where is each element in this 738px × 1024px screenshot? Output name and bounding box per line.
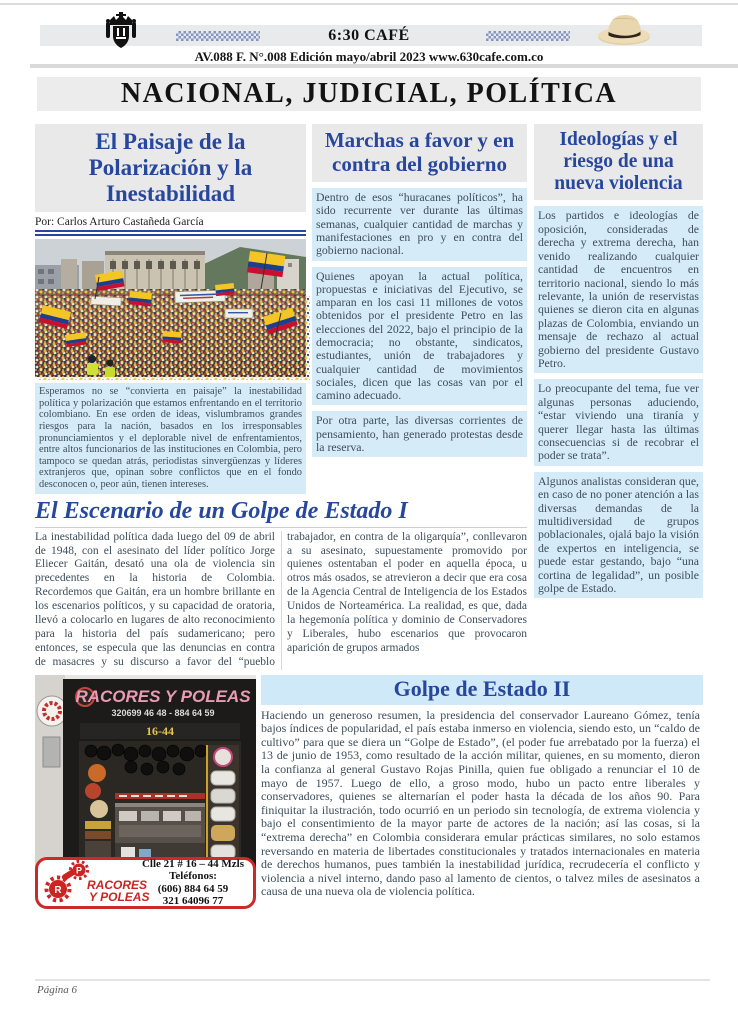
logo-name-line1: RACORES xyxy=(87,877,148,892)
gear-letter-p: P xyxy=(75,865,83,876)
storefront-number: 16-44 xyxy=(146,723,174,738)
article-title: El Paisaje de la Polarización y la Inestabilidad xyxy=(35,124,306,212)
ad-tel-label: Teléfonos: xyxy=(169,870,217,883)
content-area xyxy=(35,124,703,909)
wall-sign xyxy=(37,696,67,726)
section-headline: NACIONAL, JUDICIAL, POLÍTICA xyxy=(120,78,618,109)
footer-rule xyxy=(35,979,710,981)
panama-hat-icon xyxy=(596,8,654,48)
logo-name-line2: Y POLEAS xyxy=(89,889,150,904)
article-title: Ideologías y el riesgo de una nueva violencia xyxy=(534,124,703,200)
masthead-rule xyxy=(30,64,738,68)
article-body: La inestabilidad política dada luego del 09 de abril de 1948, con el asesinato del líder político Jorge Eliecer Gaitán, desató una ola de violencia sin precedentes en la historia de Colombia. Recordemos que Gaitán, era un hombre brillante en los escenarios políticos, y su capacidad de oratoria, llevó a colocarlo en lugares de alto reconocimiento para la historia del país sudamericano; pero entonces, se especula que las denuncias en contra de masacres y su discurso a favor del “pueblo trabajador, en contra de la oligarquía”, conllevaron a su asesinato, supuestamente promovido por quienes ostentaban el poder en aquella época, u otros más osados, se atrevieron a decir que era cosa de la Agencia Central de Inteligencia de los Estados Unidos de Norteamérica. La realidad, es que, dada la hegemonía política y dominio de Conservadores y Liberales, hubo escenarios que provocaron aparición de grupos armados xyxy=(35,530,527,668)
article-paragraph: Quienes apoyan la actual política, propuestas e iniciativas del Ejecutivo, se amparan en los casi 11 millones de votos obtenidos por el presidente Petro en las elecciones del 2022, bajo el principio de la democracia; no obstante, sindicatos, estudiantes, unión de trabajadores y cualquier cantidad de movimientos sociales, dicen que las cosas van por el camino adecuado. xyxy=(312,267,527,406)
advertiser-contact xyxy=(138,858,248,907)
masthead-title: 6:30 CAFÉ xyxy=(328,27,410,44)
storefront-sign-text: RACORES Y POLEAS xyxy=(75,686,251,706)
section-headline-band xyxy=(37,77,701,111)
ad-tel-2: 321 64096 77 xyxy=(162,894,224,907)
article-paragraph: Los partidos e ideologías de oposición, consideradas de derecha y extrema derecha, han venido realizando cualquier cantidad de encuentros en territorio nacional, siendo lo más relevante, la unión de reservistas quienes se dieron cita en algunas plazas de Colombia, enviando un mensaje de rechazo al actual gobierno del presidente Gustavo Petro. xyxy=(534,206,703,373)
article-title: Marchas a favor y en contra del gobierno xyxy=(312,124,527,182)
storefront-photo xyxy=(35,675,256,887)
advertisement xyxy=(35,675,256,909)
byline: Por: Carlos Arturo Castañeda García xyxy=(35,216,204,229)
article-title: Golpe de Estado II xyxy=(261,675,703,705)
racores-gear-logo-icon xyxy=(43,861,150,905)
article-paragraph: Lo preocupante del tema, fue ver algunas personas aduciendo, “estar viviendo una tiranía y querer llegar hasta las últimas consecuencias si de recobrar el poder se trata”. xyxy=(534,379,703,465)
page-number: Página 6 xyxy=(37,984,78,996)
gear-letter-r: R xyxy=(54,884,62,896)
top-divider xyxy=(0,3,738,5)
issue-line: AV.088 F. N°.008 Edición mayo/abril 2023 www.630cafe.com.co xyxy=(194,49,544,64)
article-ideologias xyxy=(534,124,703,670)
article-paragraph: Dentro de esos “huracanes políticos”, ha sido recurrente ver durante las últimas semanas, cualquier cantidad de marchas y manifestaciones en pro y en contra del gobierno nacional. xyxy=(312,188,527,260)
meter-box xyxy=(43,737,60,767)
article-polarizacion xyxy=(35,124,306,494)
article-paragraph: Algunos analistas consideran que, en caso de no poner atención a las diversas demandas de la multidiversidad de grupos poblacionales, ojalá bajo la visión de expertos en inteligencia, se puede estar gestando, bajo “una cortina de legalidad”, un posible golpe de Estado. xyxy=(534,472,703,599)
article-escenario xyxy=(35,498,527,670)
article-golpe2 xyxy=(261,675,703,899)
article-paragraph: Por otra parte, las diversas corrientes de pensamiento, han generado protestas desde la reserva. xyxy=(312,411,527,457)
article-title: El Escenario de un Golpe de Estado I xyxy=(35,498,527,528)
advertiser-contact-card xyxy=(35,857,256,909)
byline-rule xyxy=(35,230,306,236)
newspaper-emblem-icon xyxy=(104,12,138,50)
article-body: Esperamos no se “convierta en paisaje” la inestabilidad política y polarización que estamos enfrentando en el territorio colombiano. En ese orden de ideas, vislumbramos grandes riesgos para la nación, basados en los irresponsables pronunciamientos y el deplorable nivel de enfrentamientos, entre altos funcionarios de las instituciones en Colombia, pero tampoco se quedan atrás, periodistas sinvergüenzas y líderes extranjeros que, opinan sobre conflictos que en el fondo desconocen o, peor aún, tienen intereses. xyxy=(35,383,306,493)
ad-tel-1: (606) 884 64 59 xyxy=(157,882,229,895)
article-body: Haciendo un generoso resumen, la presidencia del conservador Laureano Gómez, tenía bajos índices de popularidad, el país estaba inmerso en violencia, siendo esto, un “caldo de cultivo” para que se diera un “Golpe de Estado”, (el poder fue arrebatado por la fuerza) el 13 de junio de 1953, como resultado de la acción militar, quienes, en su momento, dieron la confianza al general Gustavo Rojas Pinilla, quien fue obligado a renunciar el 10 de mayo de 1957. Luego de ello, a groso modo, hubo un pacto entre liberales y conservadores, quienes se alternarían el poder hasta la década de los años 90. Para finiquitar la ilustración, todo ocurrió en un periodo sin tecnología, de extrema violencia y bajo el consentimiento de la mayor parte de actores de la nación; así las cosas, si la “extrema derecha” en Colombia considerara emular prácticas similares, no solo estamos reversando en materia de libertades constitucionales y tratados internacionales en materia de derechos humanos, pues también la inestabilidad jurídica, recrudecería el conflicto y violencia a nivel interno, dando paso al lamento de cientos, o talvez miles de asesinatos a causa de una nueva ola de violencia política. xyxy=(261,707,700,899)
article-marchas xyxy=(312,124,527,494)
ad-address: Clle 21 # 16 – 44 Mzls xyxy=(141,858,245,871)
storefront-sign-phones: 320699 46 48 - 884 64 59 xyxy=(111,707,215,718)
protest-crowd-photo xyxy=(35,239,306,377)
